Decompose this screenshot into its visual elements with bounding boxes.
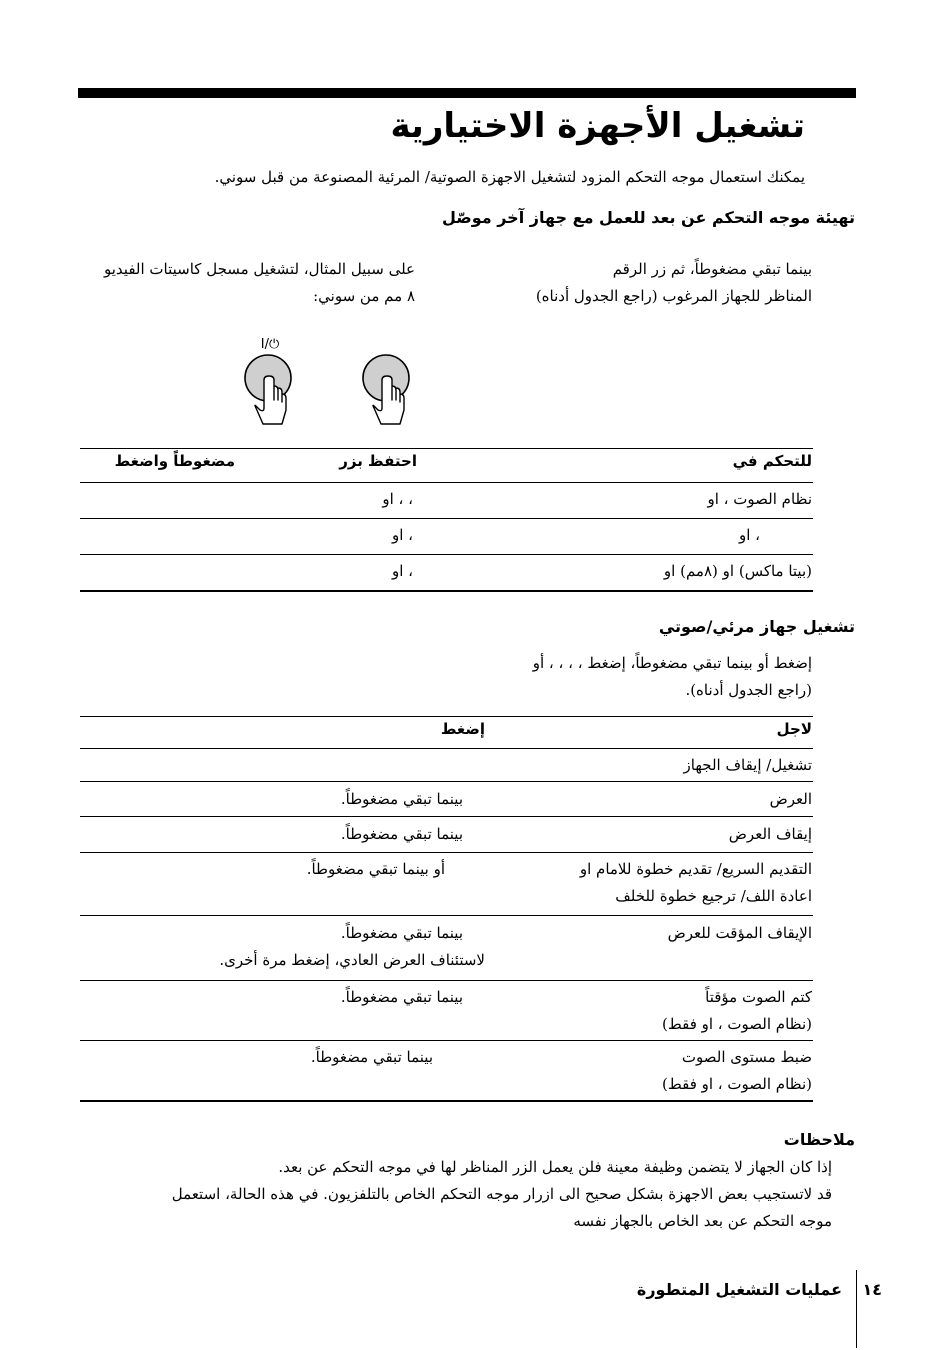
setup-row-button: ، ، او [382,490,413,508]
operate-row-press: بينما تبقي مضغوطاً. [340,988,463,1006]
power-button-icon [245,355,291,424]
operate-row-purpose: كتم الصوت مؤقتاً [705,988,812,1006]
operate-row-press: بينما تبقي مضغوطاً. [340,790,463,808]
setup-row-device: (بيتا ماكس) او (٨مم) او [663,562,812,580]
operate-row-press: أو بينما تبقي مضغوطاً. [306,860,445,878]
operate-row-purpose: التقديم السريع/ تقديم خطوة للامام او [579,860,812,878]
function-button-icon [363,355,409,424]
operate-row-purpose: تشغيل/ إيقاف الجهاز [683,756,812,774]
footer-section-title: عمليات التشغيل المتطورة [636,1280,842,1299]
power-symbol-label: I/⏻ [260,337,280,352]
top-rule [78,88,856,98]
example-line1: على سبيل المثال، لتشغيل مسجل كاسيتات الفيديو [104,260,415,278]
intro-text: يمكنك استعمال موجه التحكم المزود لتشغيل الاجهزة الصوتية/ المرئية المصنوعة من قبل سوني. [214,168,805,186]
operate-header-press: إضغط [440,720,485,738]
page-number: ١٤ [862,1280,882,1299]
example-line2: ٨ مم من سوني: [313,287,415,305]
operate-row-press: بينما تبقي مضغوطاً. [310,1048,433,1066]
setup-row-device: ، او [738,526,760,544]
setup-step-line1: بينما تبقي مضغوطاً، ثم زر الرقم [612,260,812,278]
setup-step-line2: المناظر للجهاز المرغوب (راجع الجدول أدناه) [535,287,812,305]
button-press-illustration [230,332,430,442]
footer-divider [856,1270,857,1348]
operate-row-press: بينما تبقي مضغوطاً. [340,924,463,942]
operate-header-purpose: لاجل [776,720,812,738]
operate-row-press: بينما تبقي مضغوطاً. [340,825,463,843]
note-item: إذا كان الجهاز لا يتضمن وظيفة معينة فلن يعمل الزر المناظر لها في موجه التحكم عن بعد. [278,1158,832,1176]
page-title: تشغيل الأجهزة الاختيارية [390,106,805,146]
setup-header-press: مضغوطاً واضغط [114,452,235,470]
setup-heading: تهيئة موجه التحكم عن بعد للعمل مع جهاز آخر موصّل [441,208,855,227]
setup-row-button: ، او [391,526,413,544]
setup-table-top-rule [80,448,813,449]
note-item: قد لاتستجيب بعض الاجهزة بشكل صحيح الى ازرار موجه التحكم الخاص بالتلفزيون. في هذه الحالة، استعمل [171,1185,832,1203]
operate-row-purpose: ضبط مستوى الصوت [681,1048,812,1066]
operate-row-purpose: الإيقاف المؤقت للعرض [667,924,812,942]
operate-row-purpose: إيقاف العرض [728,825,812,843]
setup-header-device: للتحكم في [732,452,812,470]
operate-row-purpose: العرض [769,790,812,808]
operate-table-top-rule [80,716,813,717]
operate-row-press: لاستئناف العرض العادي، إضغط مرة أخرى. [219,951,485,969]
note-item: موجه التحكم عن بعد الخاص بالجهاز نفسه [573,1212,832,1230]
operate-row-purpose: (نظام الصوت ، او فقط) [662,1015,812,1033]
setup-row-button: ، او [391,562,413,580]
operate-heading: تشغيل جهاز مرئي/صوتي [658,617,855,636]
notes-heading: ملاحظات [783,1130,855,1149]
operate-line1: إضغط أو بينما تبقي مضغوطاً، إضغط ، ، ، ، أو [532,654,812,672]
operate-line2: (راجع الجدول أدناه). [685,681,812,699]
setup-header-hold: احتفظ بزر [339,452,417,470]
setup-row-device: نظام الصوت ، او [707,490,812,508]
operate-row-purpose: اعادة اللف/ ترجيع خطوة للخلف [615,887,812,905]
operate-row-purpose: (نظام الصوت ، او فقط) [662,1075,812,1093]
